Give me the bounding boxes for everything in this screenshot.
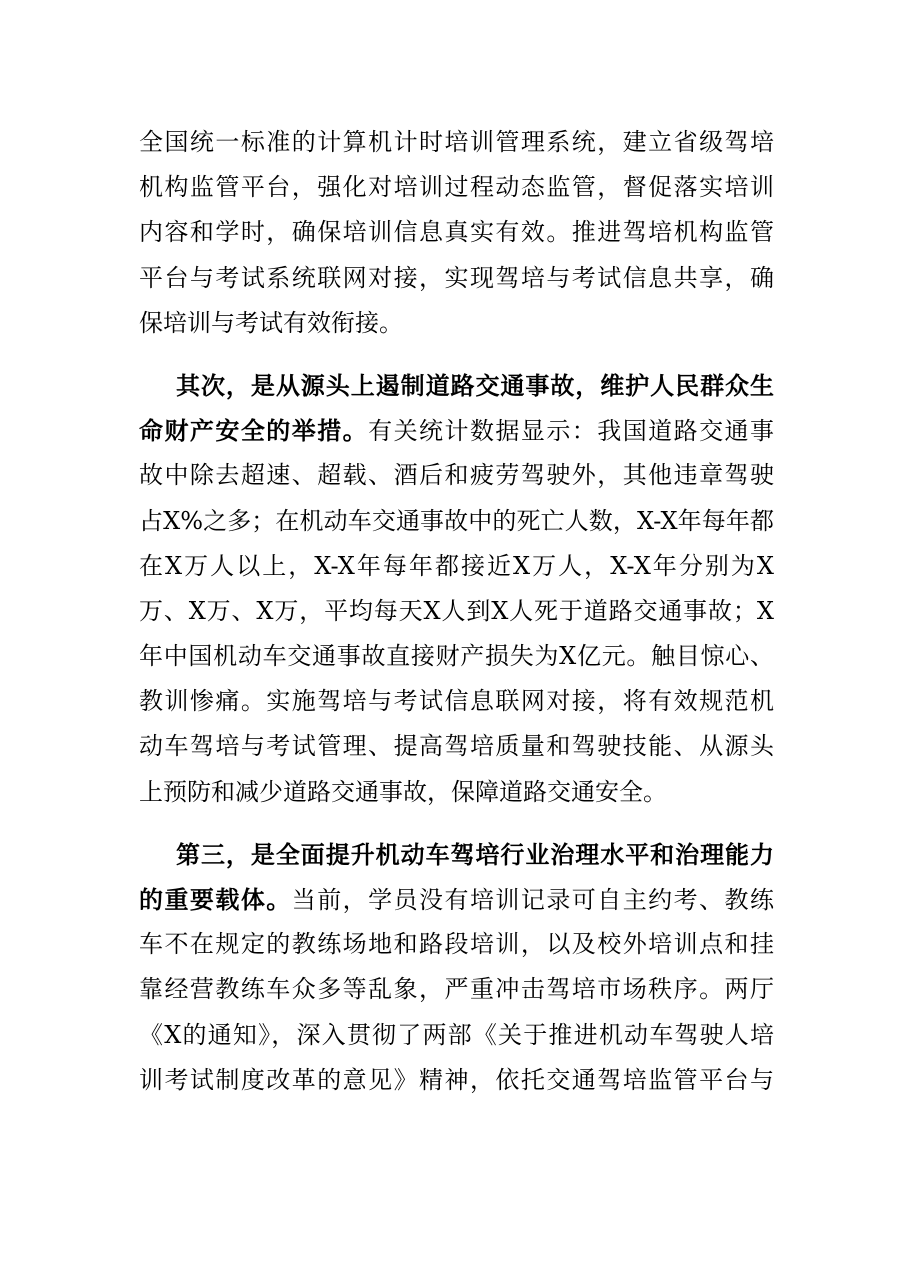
text-line: 命财产安全的举措。有关统计数据显示：我国道路交通事 bbox=[139, 416, 774, 446]
paragraph-3 bbox=[139, 832, 774, 1103]
text-line: 的重要载体。当前，学员没有培训记录可自主约考、教练 bbox=[139, 885, 774, 914]
text-line: 平台与考试系统联网对接，实现驾培与考试信息共享，确 bbox=[139, 263, 774, 292]
text-line: 动车驾培与考试管理、提高驾培质量和驾驶技能、从源头 bbox=[139, 732, 774, 761]
text-line: 靠经营教练车众多等乱象，严重冲击驾培市场秩序。两厅 bbox=[139, 975, 774, 1004]
text-line: 上预防和减少道路交通事故，保障道路交通安全。 bbox=[139, 777, 667, 806]
text-line: 训考试制度改革的意见》精神，依托交通驾培监管平台与 bbox=[139, 1065, 774, 1094]
text-line: 教训惨痛。实施驾培与考试信息联网对接，将有效规范机 bbox=[139, 687, 774, 716]
text-line: 年中国机动车交通事故直接财产损失为X亿元。触目惊心、 bbox=[139, 642, 774, 671]
bold-heading-text: 的重要载体。 bbox=[139, 885, 292, 914]
text-line: 保培训与考试有效衔接。 bbox=[139, 308, 403, 337]
bold-heading-text: 其次，是从源头上遏制道路交通事故，维护人民群众生 bbox=[176, 370, 774, 400]
text-line: 故中除去超速、超载、酒后和疲劳驾驶外，其他违章驾驶 bbox=[139, 461, 774, 490]
text-line bbox=[139, 832, 774, 877]
text-line: 机构监管平台，强化对培训过程动态监管，督促落实培训 bbox=[139, 173, 774, 202]
text-line: 《X的通知》，深入贯彻了两部《关于推进机动车驾驶人培 bbox=[139, 1020, 774, 1049]
text-line: 全国统一标准的计算机计时培训管理系统，建立省级驾培 bbox=[139, 128, 774, 156]
text-line: 内容和学时，确保培训信息真实有效。推进驾培机构监管 bbox=[139, 218, 774, 247]
text-line: 在X万人以上，X-X年每年都接近X万人，X-X年分别为X bbox=[139, 551, 774, 580]
text-line: 占X%之多；在机动车交通事故中的死亡人数，X-X年每年都 bbox=[139, 506, 774, 535]
text-line bbox=[139, 363, 774, 408]
text-line: 车不在规定的教练场地和路段培训，以及校外培训点和挂 bbox=[139, 930, 774, 959]
bold-heading-text: 命财产安全的举措。 bbox=[139, 416, 369, 446]
text-line: 万、X万、X万，平均每天X人到X人死于道路交通事故；X bbox=[139, 596, 774, 625]
paragraph-2 bbox=[139, 363, 774, 815]
paragraph-1 bbox=[139, 120, 774, 346]
document-body bbox=[139, 120, 774, 1103]
bold-heading-text: 第三，是全面提升机动车驾培行业治理水平和治理能力 bbox=[176, 839, 774, 869]
